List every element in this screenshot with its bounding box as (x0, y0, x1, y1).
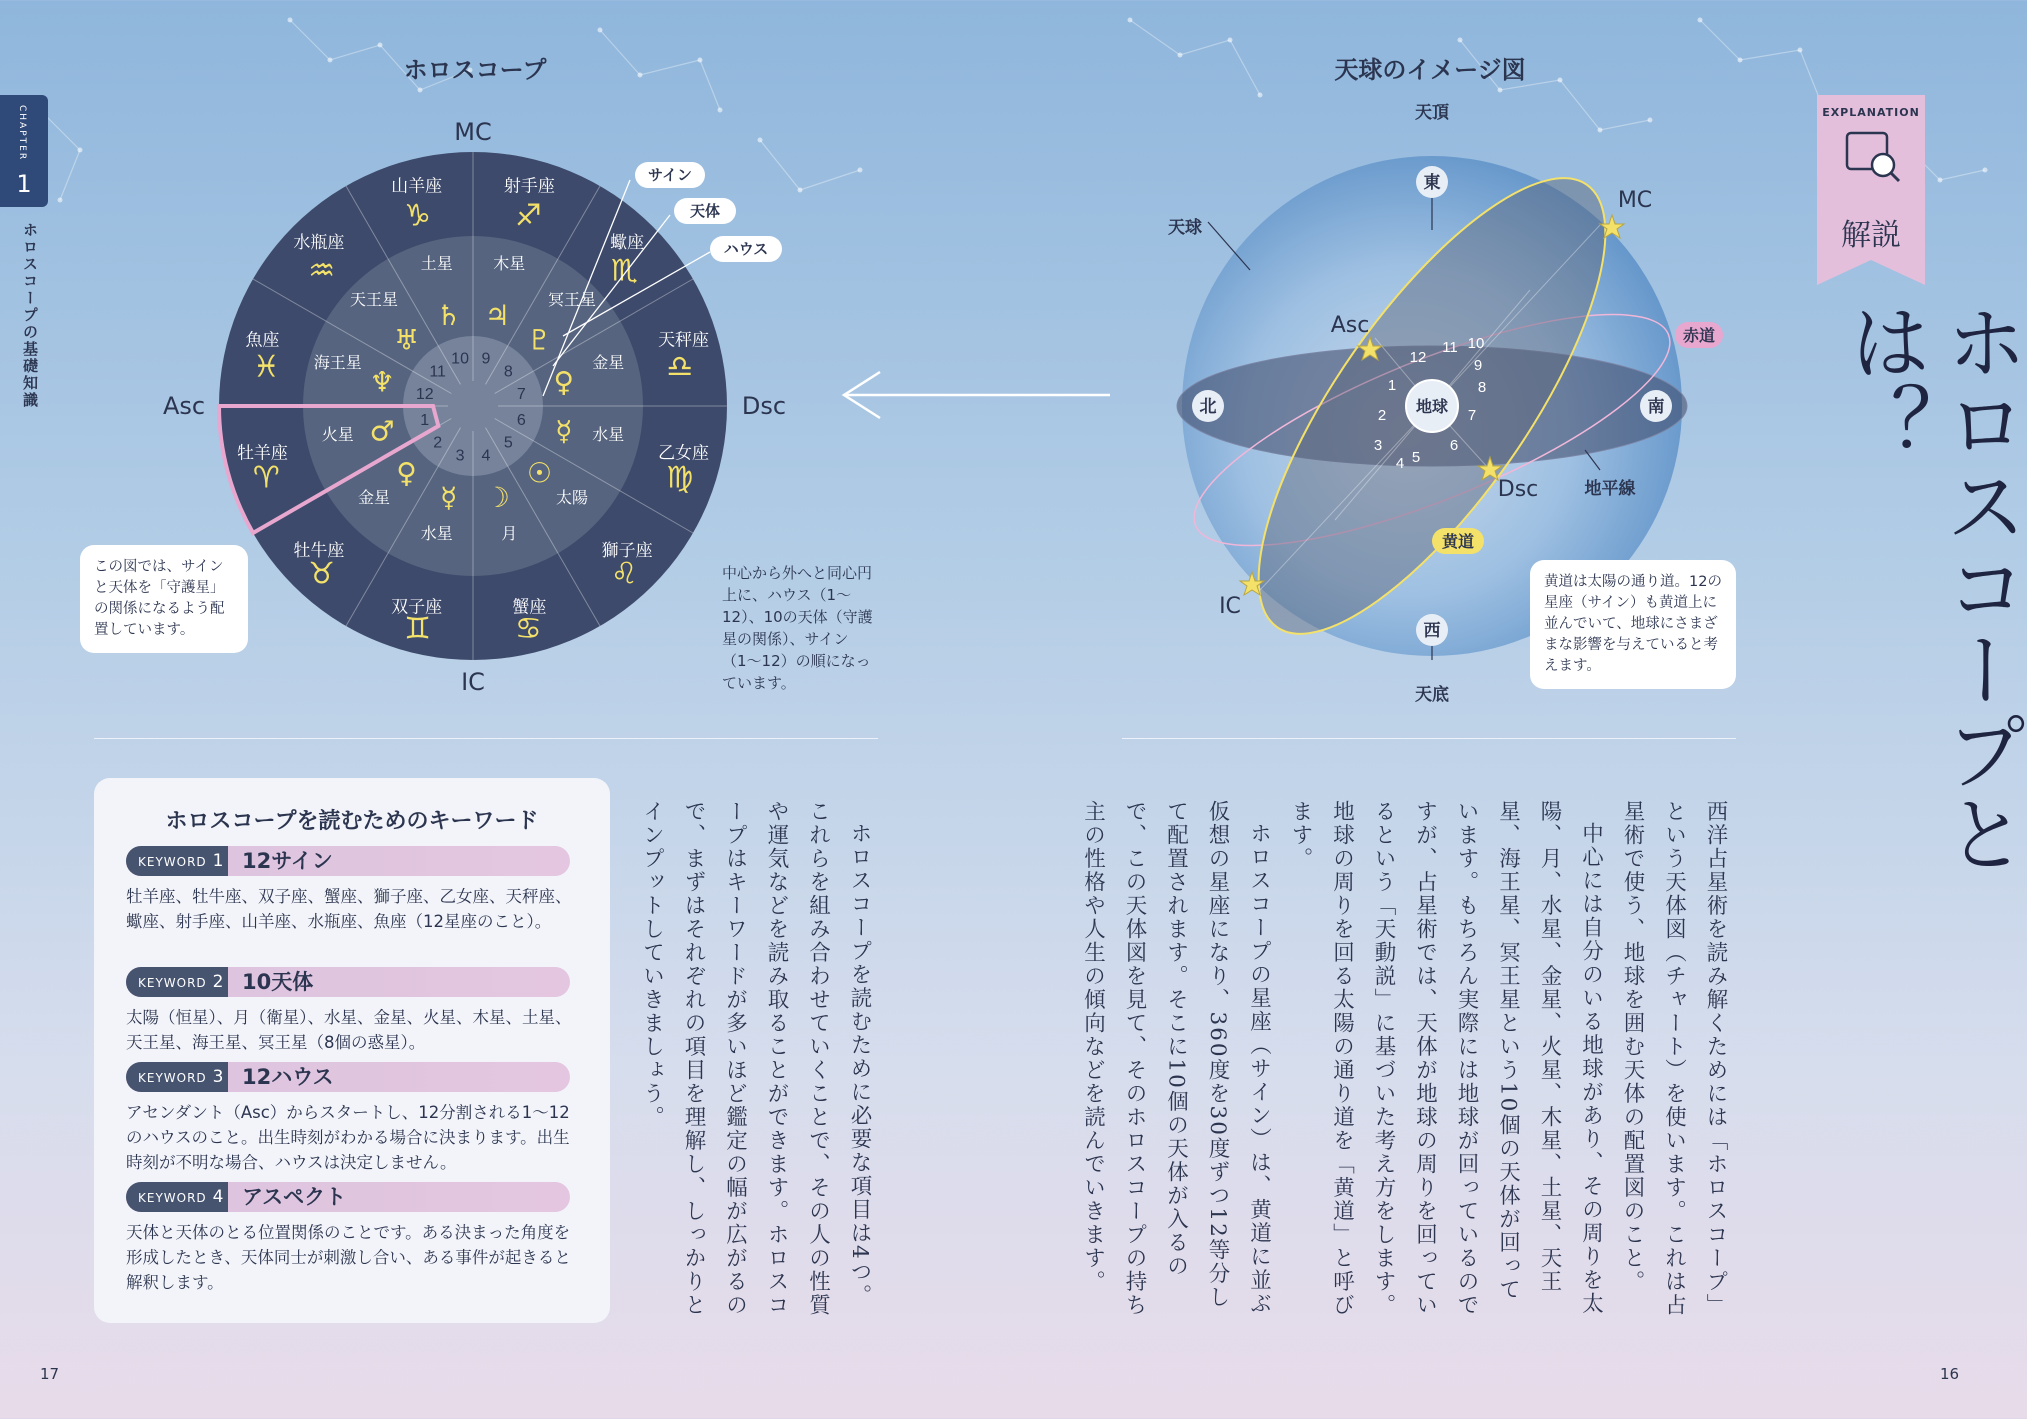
sign-label: 乙女座 (658, 443, 710, 464)
sphere-house-number: 4 (1395, 455, 1405, 472)
keyword-label: 12ハウス (242, 1065, 334, 1089)
asc-label: Asc (1330, 313, 1370, 338)
sign-glyph: ♒ (308, 253, 336, 289)
ruler-label: 火星 (321, 425, 354, 445)
sign-label: 山羊座 (391, 176, 443, 197)
mc-axis-label: MC (454, 118, 492, 146)
ruler-glyph: ☿ (440, 480, 458, 514)
keyword-row-2 (126, 967, 570, 997)
sphere-house-number: 8 (1477, 379, 1487, 396)
zenith-label: 天頂 (1415, 103, 1449, 123)
ruler-label: 金星 (357, 487, 391, 507)
sphere-house-number: 6 (1449, 437, 1459, 454)
ic-axis-label: IC (461, 668, 485, 696)
ruler-label: 海王星 (313, 352, 362, 372)
sign-glyph: ♓ (252, 349, 280, 385)
house-number: 2 (433, 434, 443, 452)
ruler-glyph: ♂ (369, 414, 395, 448)
sign-glyph: ♋ (514, 611, 542, 647)
ruler-label: 冥王星 (547, 290, 597, 310)
horoscope-left-note: この図では、サインと天体を「守護星」の関係になるよう配置しています。 (80, 545, 248, 653)
left-body: ホロスコープを読むために必要な項目は4つ。これらを組み合わせていくことで、その人の性質や運気などを読み取ることができます。ホロスコープはキーワードが多いほど鑑定の幅が広がるので、まずはそれぞれの項目を理解し、しっかりとインプットしていきましょう。 (639, 800, 872, 1317)
north-label: 北 (1199, 397, 1217, 417)
sphere-title: 天球のイメージ図 (1334, 56, 1526, 84)
keyword-label: 10天体 (242, 970, 314, 994)
equator-label: 赤道 (1682, 326, 1716, 345)
ic-label: IC (1219, 594, 1241, 619)
south-label: 南 (1647, 397, 1665, 417)
house-number: 11 (429, 363, 446, 381)
asc-axis-label: Asc (162, 392, 206, 420)
keyword-label: アスペクト (242, 1185, 347, 1209)
badge-text: 解説 (1841, 218, 1901, 253)
sign-glyph: ♐ (514, 198, 542, 234)
chapter-tab (0, 95, 48, 207)
keyword-row-4 (126, 1182, 570, 1212)
right-body-p3: ホロスコープの星座（サイン）は、黄道に並ぶ仮想の星座になり、360度を30度ずつ12等分して配置されます。そこに10個の天体が入るので、この天体図を見て、そのホロスコープの持ち主の性格や人生の傾向などを読んでいきます。 (1080, 800, 1272, 1317)
ruler-label: 水星 (592, 425, 625, 445)
nadir-label: 天底 (1415, 685, 1449, 705)
right-body-p2: 中心には自分のいる地球があり、その周りを太陽、月、水星、金星、火星、木星、土星、天王星、海王星、冥王星という10個の天体が回っています。もちろん実際には地球が回っているのですが、占星術では、天体が地球の周りを回っているという「天動説」に基づいた考え方をします。地球の周りを回る太陽の通り道を「黄道」と呼びます。 (1288, 800, 1604, 1317)
house-number: 6 (516, 411, 526, 429)
keyword-label: 12サイン (242, 849, 333, 873)
ruler-label: 金星 (592, 352, 625, 372)
sign-label: 双子座 (391, 597, 443, 618)
sign-label: 天秤座 (658, 330, 710, 351)
legend-planet: 天体 (674, 198, 736, 224)
sign-glyph: ♈ (252, 460, 280, 496)
keyword-desc-2: 太陽（恒星）、月（衛星）、水星、金星、火星、木星、土星、天王星、海王星、冥王星（8個の惑星）。 (126, 1008, 572, 1052)
ruler-glyph: ♀ (553, 365, 575, 399)
page-number-left: 17 (40, 1365, 60, 1383)
legend-house: ハウス (710, 236, 782, 262)
sign-glyph: ♑ (404, 198, 432, 234)
house-number: 10 (451, 350, 469, 368)
celestial-sphere-label: 天球 (1168, 218, 1202, 238)
ruler-label: 月 (501, 524, 518, 544)
keyword-box (94, 778, 610, 1323)
house-number: 12 (415, 386, 434, 404)
ruler-glyph: ♀ (396, 456, 417, 490)
keyword-desc-4: 天体と天体のとる位置関係のことです。ある決まった角度を形成したとき、天体同士が刺激し合い、ある事件が起きると解釈します。 (126, 1223, 571, 1292)
ruler-label: 水星 (420, 524, 453, 544)
ruler-label: 太陽 (555, 487, 589, 507)
sign-glyph: ♌ (610, 556, 638, 592)
left-divider (94, 738, 878, 739)
ruler-glyph: ♆ (369, 365, 395, 399)
right-divider (1122, 738, 1736, 739)
sign-label: 牡牛座 (293, 541, 345, 562)
sign-label: 魚座 (245, 330, 280, 351)
explanation-badge (1817, 95, 1925, 285)
right-body (1080, 800, 1736, 1320)
chapter-number: 1 (16, 170, 32, 198)
badge-label: EXPLANATION (1822, 106, 1920, 119)
sign-label: 牡羊座 (236, 443, 288, 464)
house-number: 9 (481, 350, 491, 368)
sphere-house-number: 2 (1377, 407, 1387, 424)
ruler-glyph: ♇ (526, 323, 553, 357)
sphere-house-number: 10 (1467, 335, 1485, 352)
sphere-house-number: 11 (1442, 339, 1458, 356)
keyword-desc-3: アセンダント（Asc）からスタートし、12分割される1〜12のハウスのこと。出生時刻がわかる場合に決まります。出生時刻が不明な場合、ハウスは決定しません。 (126, 1103, 570, 1172)
ruler-glyph: ♅ (393, 323, 420, 357)
mc-label: MC (1617, 188, 1653, 213)
sign-glyph: ♍ (666, 460, 694, 496)
chapter-label: CHAPTER (17, 105, 27, 162)
west-label: 西 (1423, 621, 1441, 641)
ruler-glyph: ♃ (484, 299, 510, 333)
dsc-label: Dsc (1497, 477, 1539, 502)
keyword-tag: KEYWORD 3 (126, 1062, 228, 1092)
ruler-label: 土星 (420, 253, 453, 273)
house-number: 5 (503, 434, 513, 452)
ruler-glyph: ☉ (526, 456, 553, 490)
horoscope-title: ホロスコープ (403, 56, 547, 84)
horoscope-right-note: 中心から外へと同心円上に、ハウス（1〜12）、10の天体（守護星の関係）、サイン（1〜12）の順になっています。 (722, 564, 873, 692)
ecliptic-label: 黄道 (1441, 532, 1475, 551)
sign-label: 蟹座 (512, 597, 547, 618)
page-title: ホロスコープとは？ (1836, 300, 2027, 874)
east-label: 東 (1423, 173, 1441, 193)
keyword-desc-1: 牡羊座、牡牛座、双子座、蟹座、獅子座、乙女座、天秤座、蠍座、射手座、山羊座、水瓶座、魚座（12星座のこと）。 (126, 887, 572, 931)
sign-glyph: ♎ (666, 349, 694, 385)
keyword-tag: KEYWORD 4 (126, 1182, 228, 1212)
legend-sign: サイン (635, 162, 705, 188)
ruler-glyph: ☽ (484, 480, 510, 514)
keyword-row-1 (126, 846, 570, 876)
house-number: 7 (516, 386, 526, 404)
dsc-axis-label: Dsc (741, 392, 787, 420)
keyword-row-3 (126, 1062, 570, 1092)
house-number: 3 (455, 447, 465, 465)
right-body-p1: 西洋占星術を読み解くためには「ホロスコープ」という天体図（チャート）を使います。これは占星術で使う、地球を囲む天体の配置図のこと。 (1620, 800, 1728, 1317)
earth-label: 地球 (1415, 397, 1449, 416)
sign-label: 獅子座 (601, 541, 653, 562)
keyword-tag: KEYWORD 1 (126, 846, 228, 876)
sphere-house-number: 7 (1467, 407, 1477, 424)
sign-label: 蠍座 (610, 232, 645, 253)
sphere-house-number: 9 (1473, 357, 1483, 374)
sign-label: 水瓶座 (293, 232, 345, 253)
sphere-note: 黄道は太陽の通り道。12の星座（サイン）も黄道上に並んでいて、地球にさまざまな影響を与えていると考えます。 (1530, 560, 1736, 689)
keyword-tag: KEYWORD 2 (126, 967, 228, 997)
sign-glyph: ♊ (404, 611, 432, 647)
chapter-title: ホロスコープの基礎知識 (21, 222, 39, 409)
sphere-house-number: 1 (1387, 377, 1397, 394)
sign-label: 射手座 (503, 176, 555, 197)
ruler-glyph: ♄ (436, 299, 462, 333)
house-number: 1 (420, 411, 430, 429)
house-number: 8 (503, 363, 513, 381)
ruler-label: 天王星 (349, 290, 399, 310)
sphere-house-number: 5 (1411, 449, 1421, 466)
ruler-glyph: ☿ (555, 414, 573, 448)
sign-glyph: ♉ (308, 556, 336, 592)
horizon-label: 地平線 (1584, 479, 1636, 499)
ruler-label: 木星 (493, 253, 526, 273)
house-number: 4 (481, 447, 491, 465)
left-arrow-icon (840, 370, 1110, 420)
sphere-house-number: 3 (1373, 437, 1383, 454)
page-number-right: 16 (1940, 1365, 1960, 1383)
sign-glyph: ♏ (610, 253, 638, 289)
sphere-house-number: 12 (1409, 349, 1427, 366)
keyword-box-title: ホロスコープを読むためのキーワード (165, 809, 539, 834)
